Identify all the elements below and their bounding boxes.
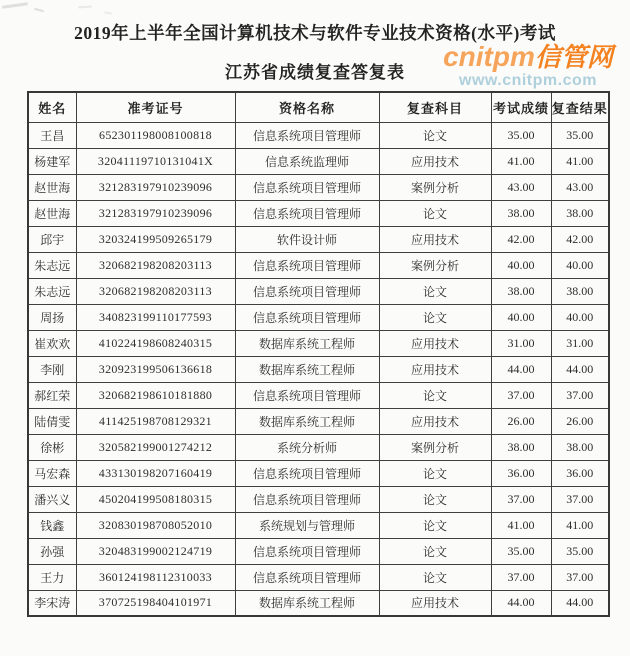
cell-qualification: 信息系统项目管理师 xyxy=(235,200,379,226)
column-header-ticket: 准考证号 xyxy=(76,92,235,122)
cell-result: 35.00 xyxy=(551,122,609,148)
cell-subject: 应用技术 xyxy=(379,408,491,434)
cell-ticket: 360124198112310033 xyxy=(76,564,235,590)
table-row xyxy=(28,122,609,148)
cell-name: 杨建军 xyxy=(28,148,76,174)
results-table xyxy=(27,91,610,617)
cell-name: 马宏森 xyxy=(28,460,76,486)
cell-name: 赵世海 xyxy=(28,174,76,200)
watermark-url: www.cnitpm.com xyxy=(459,72,597,90)
cell-result: 38.00 xyxy=(551,200,609,226)
cell-qualification: 信息系统项目管理师 xyxy=(235,486,379,512)
cell-result: 43.00 xyxy=(551,174,609,200)
cell-score: 37.00 xyxy=(491,486,551,512)
document-title: 2019年上半年全国计算机技术与软件专业技术资格(水平)考试 xyxy=(74,23,556,43)
cell-score: 44.00 xyxy=(491,590,551,616)
cell-result: 35.00 xyxy=(551,538,609,564)
cell-subject: 论文 xyxy=(379,486,491,512)
table-row xyxy=(28,330,609,356)
cell-score: 36.00 xyxy=(491,460,551,486)
cell-score: 38.00 xyxy=(491,434,551,460)
cell-ticket: 320582199001274212 xyxy=(76,434,235,460)
scan-artifact xyxy=(78,6,92,9)
cell-subject: 应用技术 xyxy=(379,356,491,382)
cell-ticket: 320682198208203113 xyxy=(76,252,235,278)
cell-subject: 论文 xyxy=(379,564,491,590)
cell-ticket: 321283197910239096 xyxy=(76,174,235,200)
table-row xyxy=(28,538,609,564)
cell-subject: 论文 xyxy=(379,512,491,538)
cell-name: 孙强 xyxy=(28,538,76,564)
cell-name: 潘兴义 xyxy=(28,486,76,512)
cell-result: 36.00 xyxy=(551,460,609,486)
cell-qualification: 信息系统项目管理师 xyxy=(235,304,379,330)
cell-result: 41.00 xyxy=(551,512,609,538)
column-header-subject: 复查科目 xyxy=(379,92,491,122)
cell-score: 42.00 xyxy=(491,226,551,252)
table-row xyxy=(28,460,609,486)
cell-name: 郝红荣 xyxy=(28,382,76,408)
table-row xyxy=(28,382,609,408)
cell-result: 38.00 xyxy=(551,278,609,304)
header-row xyxy=(28,92,609,122)
cell-score: 40.00 xyxy=(491,252,551,278)
cell-subject: 论文 xyxy=(379,460,491,486)
cell-name: 陆倩雯 xyxy=(28,408,76,434)
cell-subject: 论文 xyxy=(379,304,491,330)
cell-result: 44.00 xyxy=(551,356,609,382)
cell-result: 37.00 xyxy=(551,382,609,408)
cell-score: 43.00 xyxy=(491,174,551,200)
cell-ticket: 320682198208203113 xyxy=(76,278,235,304)
cell-ticket: 32041119710131041X xyxy=(76,148,235,174)
cell-qualification: 信息系统项目管理师 xyxy=(235,538,379,564)
column-header-score: 考试成绩 xyxy=(491,92,551,122)
table-row xyxy=(28,486,609,512)
cell-result: 42.00 xyxy=(551,226,609,252)
cell-qualification: 信息系统项目管理师 xyxy=(235,460,379,486)
cell-ticket: 340823199110177593 xyxy=(76,304,235,330)
table-row xyxy=(28,434,609,460)
cell-qualification: 信息系统项目管理师 xyxy=(235,382,379,408)
table-row xyxy=(28,200,609,226)
cell-result: 31.00 xyxy=(551,330,609,356)
cell-result: 40.00 xyxy=(551,304,609,330)
cell-name: 周扬 xyxy=(28,304,76,330)
cell-score: 41.00 xyxy=(491,512,551,538)
table-row xyxy=(28,278,609,304)
cell-name: 李宋涛 xyxy=(28,590,76,616)
cell-result: 41.00 xyxy=(551,148,609,174)
column-header-name: 姓名 xyxy=(28,92,76,122)
column-header-qualification: 资格名称 xyxy=(235,92,379,122)
cell-ticket: 321283197910239096 xyxy=(76,200,235,226)
cell-subject: 应用技术 xyxy=(379,226,491,252)
results-table-header xyxy=(28,92,609,122)
cell-ticket: 320923199506136618 xyxy=(76,356,235,382)
cell-subject: 论文 xyxy=(379,538,491,564)
scan-artifact xyxy=(104,11,112,14)
cell-name: 王昌 xyxy=(28,122,76,148)
table-row xyxy=(28,304,609,330)
cell-ticket: 433130198207160419 xyxy=(76,460,235,486)
cell-name: 朱志远 xyxy=(28,252,76,278)
cell-ticket: 320830198708052010 xyxy=(76,512,235,538)
cell-ticket: 320324199509265179 xyxy=(76,226,235,252)
cell-name: 李刚 xyxy=(28,356,76,382)
cell-qualification: 信息系统项目管理师 xyxy=(235,278,379,304)
cell-ticket: 652301198008100818 xyxy=(76,122,235,148)
table-row xyxy=(28,356,609,382)
scan-artifact xyxy=(34,8,44,12)
cell-ticket: 370725198404101971 xyxy=(76,590,235,616)
cell-qualification: 数据库系统工程师 xyxy=(235,590,379,616)
cell-qualification: 信息系统项目管理师 xyxy=(235,564,379,590)
cell-score: 44.00 xyxy=(491,356,551,382)
cell-subject: 案例分析 xyxy=(379,174,491,200)
cell-ticket: 410224198608240315 xyxy=(76,330,235,356)
cell-result: 40.00 xyxy=(551,252,609,278)
cell-qualification: 信息系统监理师 xyxy=(235,148,379,174)
cell-subject: 应用技术 xyxy=(379,148,491,174)
cell-name: 赵世海 xyxy=(28,200,76,226)
cell-ticket: 320483199002124719 xyxy=(76,538,235,564)
table-row xyxy=(28,408,609,434)
cell-qualification: 数据库系统工程师 xyxy=(235,356,379,382)
cell-qualification: 信息系统项目管理师 xyxy=(235,122,379,148)
cell-ticket: 411425198708129321 xyxy=(76,408,235,434)
cell-score: 31.00 xyxy=(491,330,551,356)
cell-subject: 案例分析 xyxy=(379,252,491,278)
cell-qualification: 信息系统项目管理师 xyxy=(235,174,379,200)
cell-score: 38.00 xyxy=(491,278,551,304)
cell-qualification: 系统规划与管理师 xyxy=(235,512,379,538)
table-row xyxy=(28,564,609,590)
cell-qualification: 数据库系统工程师 xyxy=(235,408,379,434)
cell-score: 35.00 xyxy=(491,538,551,564)
cell-ticket: 320682198610181880 xyxy=(76,382,235,408)
cell-subject: 应用技术 xyxy=(379,590,491,616)
table-row xyxy=(28,148,609,174)
cell-score: 37.00 xyxy=(491,564,551,590)
cell-qualification: 系统分析师 xyxy=(235,434,379,460)
cell-subject: 案例分析 xyxy=(379,434,491,460)
cell-name: 邱宇 xyxy=(28,226,76,252)
cell-subject: 论文 xyxy=(379,200,491,226)
cell-score: 35.00 xyxy=(491,122,551,148)
cell-result: 44.00 xyxy=(551,590,609,616)
cell-name: 朱志远 xyxy=(28,278,76,304)
cell-subject: 论文 xyxy=(379,278,491,304)
table-row xyxy=(28,512,609,538)
cell-subject: 应用技术 xyxy=(379,330,491,356)
cell-result: 37.00 xyxy=(551,486,609,512)
cell-score: 40.00 xyxy=(491,304,551,330)
cell-name: 徐彬 xyxy=(28,434,76,460)
cell-qualification: 数据库系统工程师 xyxy=(235,330,379,356)
cell-name: 崔欢欢 xyxy=(28,330,76,356)
cell-score: 38.00 xyxy=(491,200,551,226)
cell-score: 41.00 xyxy=(491,148,551,174)
scan-artifact xyxy=(2,2,28,9)
table-row xyxy=(28,174,609,200)
cell-result: 37.00 xyxy=(551,564,609,590)
results-table-body xyxy=(28,122,609,616)
cell-score: 37.00 xyxy=(491,382,551,408)
document-subtitle: 江苏省成绩复查答复表 xyxy=(225,63,405,82)
column-header-result: 复查结果 xyxy=(551,92,609,122)
watermark-brand: cnitpm xyxy=(443,41,535,72)
table-row xyxy=(28,590,609,616)
watermark-brand-suffix: 信管网 xyxy=(534,42,613,72)
cell-result: 38.00 xyxy=(551,434,609,460)
cell-score: 26.00 xyxy=(491,408,551,434)
table-row xyxy=(28,226,609,252)
cell-subject: 论文 xyxy=(379,382,491,408)
cell-qualification: 信息系统项目管理师 xyxy=(235,252,379,278)
table-row xyxy=(28,252,609,278)
cell-result: 26.00 xyxy=(551,408,609,434)
cell-qualification: 软件设计师 xyxy=(235,226,379,252)
cell-name: 钱鑫 xyxy=(28,512,76,538)
cell-subject: 论文 xyxy=(379,122,491,148)
cell-ticket: 450204199508180315 xyxy=(76,486,235,512)
cell-name: 王力 xyxy=(28,564,76,590)
